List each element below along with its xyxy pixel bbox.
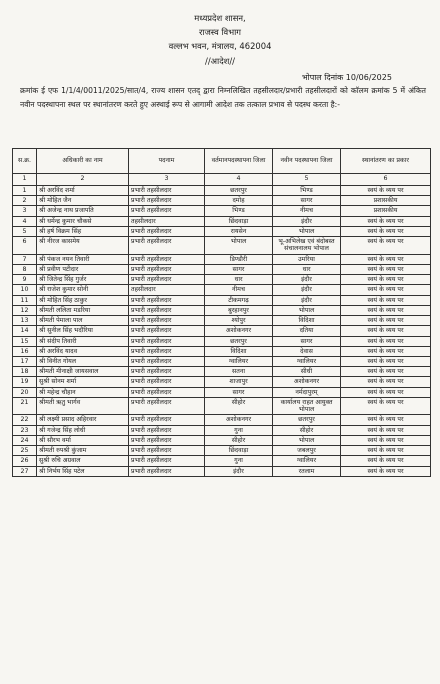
cell-new-district: सागर <box>273 336 341 346</box>
table-row <box>13 196 431 206</box>
col-header-designation: पदनाम <box>129 149 205 174</box>
cell-designation: प्रभारी तहसीलदार <box>129 415 205 425</box>
cell-designation: प्रभारी तहसीलदार <box>129 435 205 445</box>
cell-designation: प्रभारी तहसीलदार <box>129 456 205 466</box>
cell-transfer-type: स्वयं के व्यय पर <box>341 377 431 387</box>
table-row <box>13 316 431 326</box>
cell-serial: 13 <box>13 316 37 326</box>
cell-new-district: भिण्ड <box>273 186 341 196</box>
table-row <box>13 397 431 414</box>
cell-transfer-type: स्वयं के व्यय पर <box>341 264 431 274</box>
cell-designation: प्रभारी तहसीलदार <box>129 397 205 414</box>
cell-designation: प्रभारी तहसीलदार <box>129 305 205 315</box>
cell-current-district: अशोकनगर <box>205 415 273 425</box>
table-row <box>13 446 431 456</box>
cell-officer-name: श्री अरविंद यादव <box>37 346 129 356</box>
cell-current-district: सीहोर <box>205 435 273 445</box>
order-date: भोपाल दिनांक 10/06/2025 <box>302 73 392 82</box>
department-name: राजस्व विभाग <box>199 27 241 37</box>
cell-serial: 4 <box>13 216 37 226</box>
cell-designation: प्रभारी तहसीलदार <box>129 346 205 356</box>
cell-officer-name: श्रीमती रुपश्री कुंजाम <box>37 446 129 456</box>
cell-serial: 22 <box>13 415 37 425</box>
cell-officer-name: श्री नीरज कासमेय <box>37 237 129 254</box>
cell-transfer-type: स्वयं के व्यय पर <box>341 336 431 346</box>
cell-transfer-type: स्वयं के व्यय पर <box>341 446 431 456</box>
cell-officer-name: श्री महेन्द्र चौहान <box>37 387 129 397</box>
cell-designation: प्रभारी तहसीलदार <box>129 446 205 456</box>
table-row <box>13 367 431 377</box>
cell-transfer-type: स्वयं के व्यय पर <box>341 254 431 264</box>
cell-new-district: भोपाल <box>273 305 341 315</box>
cell-serial: 6 <box>13 237 37 254</box>
cell-transfer-type: स्वयं के व्यय पर <box>341 425 431 435</box>
cell-serial: 12 <box>13 305 37 315</box>
cell-new-district: नर्मदापुरम् <box>273 387 341 397</box>
cell-transfer-type: स्वयं के व्यय पर <box>341 346 431 356</box>
table-row <box>13 206 431 216</box>
col-number: 3 <box>129 174 205 186</box>
cell-officer-name: सुश्री सोनम शर्मा <box>37 377 129 387</box>
cell-transfer-type: स्वयं के व्यय पर <box>341 367 431 377</box>
cell-designation: प्रभारी तहसीलदार <box>129 226 205 236</box>
cell-serial: 20 <box>13 387 37 397</box>
table-row <box>13 295 431 305</box>
table-row <box>13 415 431 425</box>
cell-current-district: सागर <box>205 264 273 274</box>
cell-designation: प्रभारी तहसीलदार <box>129 275 205 285</box>
cell-designation: तहसीलदार <box>129 216 205 226</box>
cell-serial: 18 <box>13 367 37 377</box>
cell-serial: 17 <box>13 356 37 366</box>
cell-transfer-type: स्वयं के व्यय पर <box>341 237 431 254</box>
cell-current-district: अशोकनगर <box>205 326 273 336</box>
cell-designation: प्रभारी तहसीलदार <box>129 387 205 397</box>
cell-new-district: धार <box>273 264 341 274</box>
cell-officer-name: श्रीमती मीनाक्षी जायसवाल <box>37 367 129 377</box>
cell-officer-name: श्री प्रवीण पटीदार <box>37 264 129 274</box>
cell-serial: 15 <box>13 336 37 346</box>
transfer-table <box>12 148 431 477</box>
cell-officer-name: श्रीमती ललिता मडरिया <box>37 305 129 315</box>
cell-serial: 14 <box>13 326 37 336</box>
cell-officer-name: श्री गजेन्द्र सिंह लोधी <box>37 425 129 435</box>
cell-new-district: नीमच <box>273 206 341 216</box>
cell-new-district: ग्वालियर <box>273 456 341 466</box>
cell-serial: 26 <box>13 456 37 466</box>
cell-current-district: इंदौर <box>205 466 273 476</box>
cell-current-district: धार <box>205 275 273 285</box>
cell-transfer-type: स्वयं के व्यय पर <box>341 316 431 326</box>
cell-designation: प्रभारी तहसीलदार <box>129 237 205 254</box>
cell-current-district: छिंदवाड़ा <box>205 446 273 456</box>
cell-new-district: भोपाल <box>273 226 341 236</box>
col-number: 4 <box>205 174 273 186</box>
cell-serial: 23 <box>13 425 37 435</box>
cell-current-district: डिण्डौरी <box>205 254 273 264</box>
cell-current-district: सागर <box>205 387 273 397</box>
govt-title: मध्यप्रदेश शासन, <box>194 13 246 23</box>
cell-officer-name: श्री संदीप तिवारी <box>37 336 129 346</box>
cell-new-district: ग्वालियर <box>273 356 341 366</box>
cell-designation: प्रभारी तहसीलदार <box>129 466 205 476</box>
cell-current-district: बुरहानपुर <box>205 305 273 315</box>
cell-new-district: दतिया <box>273 326 341 336</box>
table-row <box>13 346 431 356</box>
cell-new-district: इंदौर <box>273 295 341 305</box>
cell-officer-name: श्री राजेश कुमार सोनी <box>37 285 129 295</box>
cell-officer-name: श्री मोहित जैन <box>37 196 129 206</box>
cell-current-district: दमोह <box>205 196 273 206</box>
cell-transfer-type: स्वयं के व्यय पर <box>341 435 431 445</box>
table-row <box>13 435 431 445</box>
cell-officer-name: श्री सौरभ वर्मा <box>37 435 129 445</box>
col-header-new-district: नवीन पदस्थापना जिला <box>273 149 341 174</box>
column-number-row <box>13 174 431 186</box>
cell-new-district: इंदौर <box>273 216 341 226</box>
col-header-transfer-type: स्थानांतरण का प्रकार <box>341 149 431 174</box>
cell-current-district: नीमच <box>205 285 273 295</box>
cell-transfer-type: स्वयं के व्यय पर <box>341 186 431 196</box>
cell-current-district: टीकमगढ़ <box>205 295 273 305</box>
cell-designation: प्रभारी तहसीलदार <box>129 254 205 264</box>
cell-serial: 21 <box>13 397 37 414</box>
cell-current-district: श्योपुर <box>205 316 273 326</box>
cell-serial: 7 <box>13 254 37 264</box>
cell-designation: प्रभारी तहसीलदार <box>129 196 205 206</box>
cell-serial: 19 <box>13 377 37 387</box>
cell-new-district: विदिशा <box>273 316 341 326</box>
cell-officer-name: सुश्री रुचि अग्रवाल <box>37 456 129 466</box>
cell-new-district: सीधी <box>273 367 341 377</box>
table-row <box>13 237 431 254</box>
cell-new-district: इंदौर <box>273 285 341 295</box>
col-header-officer-name: अधिकारी का नाम <box>37 149 129 174</box>
cell-transfer-type: प्रशासकीय <box>341 196 431 206</box>
cell-transfer-type: स्वयं के व्यय पर <box>341 397 431 414</box>
table-row <box>13 216 431 226</box>
table-row <box>13 356 431 366</box>
cell-transfer-type: स्वयं के व्यय पर <box>341 226 431 236</box>
col-header-current-district: वर्तमानपदस्थापना जिला <box>205 149 273 174</box>
cell-officer-name: श्री पंकज नयन तिवारी <box>37 254 129 264</box>
cell-officer-name: श्री सुनील सिंह भदौरिया <box>37 326 129 336</box>
cell-designation: प्रभारी तहसीलदार <box>129 186 205 196</box>
cell-new-district: जबलपुर <box>273 446 341 456</box>
table-row <box>13 264 431 274</box>
cell-officer-name: श्री धर्मेन्द्र कुमार चौकसे <box>37 216 129 226</box>
cell-new-district: सीहोर <box>273 425 341 435</box>
cell-transfer-type: स्वयं के व्यय पर <box>341 285 431 295</box>
cell-transfer-type: स्वयं के व्यय पर <box>341 326 431 336</box>
table-row <box>13 305 431 315</box>
cell-serial: 25 <box>13 446 37 456</box>
cell-officer-name: श्री लक्ष्मी प्रसाद अहिरवार <box>37 415 129 425</box>
cell-current-district: छतरपुर <box>205 186 273 196</box>
cell-new-district: कार्यालय राहत आयुक्त भोपाल <box>273 397 341 414</box>
cell-transfer-type: स्वयं के व्यय पर <box>341 275 431 285</box>
cell-new-district: भोपाल <box>273 435 341 445</box>
office-address: वल्लभ भवन, मंत्रालय, 462004 <box>168 41 272 51</box>
cell-officer-name: श्री मोहित सिंह ठाकुर <box>37 295 129 305</box>
table-row <box>13 425 431 435</box>
table-row <box>13 466 431 476</box>
cell-designation: प्रभारी तहसीलदार <box>129 264 205 274</box>
cell-current-district: विदिशा <box>205 346 273 356</box>
cell-serial: 16 <box>13 346 37 356</box>
table-row <box>13 285 431 295</box>
cell-current-district: छिंदवाड़ा <box>205 216 273 226</box>
cell-transfer-type: स्वयं के व्यय पर <box>341 387 431 397</box>
cell-current-district: ग्वालियर <box>205 356 273 366</box>
cell-new-district: रतलाम <box>273 466 341 476</box>
cell-serial: 10 <box>13 285 37 295</box>
cell-current-district: गुना <box>205 425 273 435</box>
cell-serial: 5 <box>13 226 37 236</box>
cell-new-district: इंदौर <box>273 275 341 285</box>
cell-designation: तहसीलदार <box>129 285 205 295</box>
table-row <box>13 226 431 236</box>
cell-new-district: उमरिया <box>273 254 341 264</box>
cell-designation: प्रभारी तहसीलदार <box>129 295 205 305</box>
cell-transfer-type: स्वयं के व्यय पर <box>341 456 431 466</box>
cell-officer-name: श्री विनीत गोयल <box>37 356 129 366</box>
cell-transfer-type: स्वयं के व्यय पर <box>341 356 431 366</box>
cell-officer-name: श्रीमती पेमाला पाल <box>37 316 129 326</box>
cell-serial: 11 <box>13 295 37 305</box>
table-row <box>13 254 431 264</box>
cell-current-district: भिण्ड <box>205 206 273 216</box>
cell-designation: प्रभारी तहसीलदार <box>129 356 205 366</box>
cell-serial: 8 <box>13 264 37 274</box>
cell-current-district: गुना <box>205 456 273 466</box>
col-number: 5 <box>273 174 341 186</box>
cell-transfer-type: स्वयं के व्यय पर <box>341 295 431 305</box>
cell-officer-name: श्रीमती ऋतु भार्गव <box>37 397 129 414</box>
cell-current-district: भोपाल <box>205 237 273 254</box>
col-number: 1 <box>13 174 37 186</box>
cell-designation: प्रभारी तहसीलदार <box>129 377 205 387</box>
cell-officer-name: श्री निर्भय सिंह पटेल <box>37 466 129 476</box>
table-row <box>13 456 431 466</box>
cell-officer-name: श्री अजेन्द्र नाथ प्रजापति <box>37 206 129 216</box>
cell-new-district: अशोकनगर <box>273 377 341 387</box>
cell-serial: 3 <box>13 206 37 216</box>
cell-designation: प्रभारी तहसीलदार <box>129 206 205 216</box>
cell-serial: 27 <box>13 466 37 476</box>
col-number: 6 <box>341 174 431 186</box>
col-number: 2 <box>37 174 129 186</box>
order-paragraph: क्रमांक ई एफ 1/1/4/0011/2025/सात/4, राज्य शासन एतद् द्वारा निम्नलिखित तहसीलदार/प्रभारी तहसीलदारों को कॉलम क्रमांक 5 में अंकित नवीन पदस्थापना स्थल पर स्थानांतरण करते हुए अस्थाई रूप से आगामी आदेश तक तत्काल प्रभाव से पदस्थ करता है:- <box>20 86 426 109</box>
cell-new-district: देवास <box>273 346 341 356</box>
cell-current-district: सतना <box>205 367 273 377</box>
cell-officer-name: श्री जितेन्द्र सिंह गुर्जर <box>37 275 129 285</box>
cell-designation: प्रभारी तहसीलदार <box>129 367 205 377</box>
table-row <box>13 326 431 336</box>
table-row <box>13 336 431 346</box>
cell-officer-name: श्री अरविंद शर्मा <box>37 186 129 196</box>
cell-designation: प्रभारी तहसीलदार <box>129 425 205 435</box>
cell-transfer-type: स्वयं के व्यय पर <box>341 216 431 226</box>
cell-serial: 9 <box>13 275 37 285</box>
cell-current-district: सीहोर <box>205 397 273 414</box>
cell-current-district: शाजापुर <box>205 377 273 387</box>
cell-designation: प्रभारी तहसीलदार <box>129 336 205 346</box>
cell-serial: 2 <box>13 196 37 206</box>
cell-new-district: भू-अभिलेख एवं बंदोबस्त संचालनालय भोपाल <box>273 237 341 254</box>
cell-transfer-type: प्रशासकीय <box>341 206 431 216</box>
cell-new-district: सागर <box>273 196 341 206</box>
table-header-row <box>13 149 431 174</box>
cell-transfer-type: स्वयं के व्यय पर <box>341 466 431 476</box>
cell-designation: प्रभारी तहसीलदार <box>129 326 205 336</box>
cell-new-district: छतरपुर <box>273 415 341 425</box>
cell-serial: 24 <box>13 435 37 445</box>
cell-current-district: छतरपुर <box>205 336 273 346</box>
cell-serial: 1 <box>13 186 37 196</box>
table-row <box>13 275 431 285</box>
table-row <box>13 387 431 397</box>
col-header-serial: स.क्र. <box>13 149 37 174</box>
cell-current-district: रायसेन <box>205 226 273 236</box>
order-heading: //आदेश// <box>205 56 235 66</box>
table-row <box>13 186 431 196</box>
cell-designation: प्रभारी तहसीलदार <box>129 316 205 326</box>
table-row <box>13 377 431 387</box>
cell-transfer-type: स्वयं के व्यय पर <box>341 305 431 315</box>
cell-officer-name: श्री हर्ष विक्रम सिंह <box>37 226 129 236</box>
cell-transfer-type: स्वयं के व्यय पर <box>341 415 431 425</box>
